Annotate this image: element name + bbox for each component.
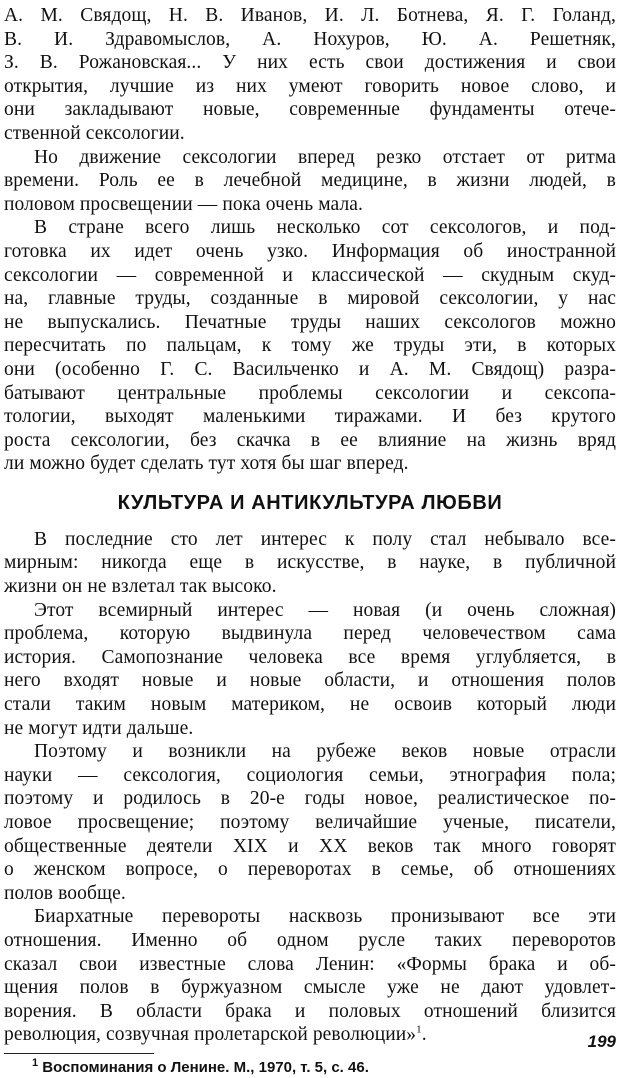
text-line: стали таким новым материком, не освоив который люди	[4, 694, 616, 716]
text-line: Но движение сексологии вперед резко отстает от ритма	[34, 146, 616, 168]
text-line: А. М. Свядощ, Н. В. Иванов, И. Л. Ботнева, Я. Г. Голанд,	[4, 5, 616, 26]
text-line: пересчитать по пальцам, к тому же труды эти, в которых	[4, 335, 616, 357]
text-line: него входят новые и новые области, и отношения полов	[4, 670, 616, 692]
text-line: В стране всего лишь несколько сот сексологов, и под-	[34, 217, 616, 239]
text-line: В последние сто лет интерес к полу стал небывало все-	[34, 528, 616, 550]
text-line: Поэтому и возникли на рубеже веков новые отрасли	[34, 741, 616, 763]
text-line: сказал свои известные слова Ленин: «Формы брака и об-	[4, 953, 616, 975]
page-number: 199	[587, 1032, 616, 1051]
text-line: ловое просвещение; поэтому величайшие ученые, писатели,	[4, 812, 616, 833]
paragraph-revolutions	[4, 905, 616, 1047]
sentence-period: .	[421, 1024, 427, 1046]
text-line: ли можно будет сделать тут хотя бы шаг вперед.	[4, 453, 409, 475]
text-line: науки — сексология, социология семьи, этнография пола;	[4, 764, 616, 786]
text-line: общественные деятели XIX и XX веков так много говорят	[4, 835, 616, 857]
footnote-mark: 1	[32, 1056, 39, 1069]
text-line: ворения. В области брака и половых отношений близится	[4, 1000, 616, 1022]
text-line: З. В. Рожановская... У них есть свои достижения и свои	[4, 52, 616, 74]
text-line: сексологии — современной и классической — скудным скуд-	[4, 264, 616, 286]
section-heading: КУЛЬТУРА И АНТИКУЛЬТУРА ЛЮБВИ	[117, 491, 503, 514]
text-line: полов вообще.	[4, 882, 126, 904]
text-line: щения полов в буржуазном смысле уже не дают удовлет-	[4, 977, 616, 999]
footnote-text: Воспоминания о Ленине. М., 1970, т. 5, с. 46.	[42, 1058, 369, 1076]
text-line: половом просвещении — пока очень мала.	[4, 193, 364, 215]
footnote-divider	[4, 1053, 154, 1054]
text-line: не выпускались. Печатные труды наших сексологов можно	[4, 311, 616, 333]
book-page	[4, 4, 616, 1078]
paragraph-country	[4, 216, 616, 476]
text-line: Этот всемирный интерес — новая (и очень сложная)	[34, 599, 616, 621]
paragraph-therefore	[4, 740, 616, 905]
text-line: поэтому и родилось в 20-е годы новое, реалистическое по-	[4, 788, 616, 810]
text-line: открытия, лучшие из них умеют говорить новое слово, и	[4, 75, 616, 97]
text-line: жизни он не взлетал так высоко.	[4, 576, 277, 598]
text-line: Биархатные перевороты насквозь пронизывают все эти	[34, 906, 616, 928]
text-line-final	[4, 1023, 616, 1047]
text-line: не могут идти дальше.	[4, 717, 194, 739]
text-line: В. И. Здравомыслов, А. Нохуров, Ю. А. Решетняк,	[4, 28, 616, 50]
text-line: мирным: никогда еще в искусстве, в науке, в публичной	[4, 552, 616, 574]
text-fragment: революция, созвучная пролетарской революции»	[4, 1024, 417, 1046]
text-line: проблема, которую выдвинула перед человечеством сама	[4, 623, 616, 645]
paragraph-worldwide	[4, 599, 616, 741]
text-line: готовка их идет очень узко. Информация об иностранной	[4, 240, 616, 262]
text-line: о женском вопросе, о переворотах в семье, об отношениях	[4, 859, 616, 881]
text-line: отношения. Именно об одном русле таких переворотов	[4, 929, 616, 951]
text-line: роста сексологии, без скачка в ее влияние на жизнь вряд	[4, 429, 616, 451]
text-line: они закладывают новые, современные фундаменты отече-	[4, 99, 616, 121]
paragraph-authors	[4, 4, 616, 146]
text-line: ственной сексологии.	[4, 122, 185, 144]
text-line: они (особенно Г. С. Васильченко и А. М. Свядощ) разра-	[4, 358, 616, 380]
footnote-reference: 1	[416, 1023, 422, 1036]
paragraph-interest	[4, 528, 616, 599]
text-line: тологии, выходят маленькими тиражами. И без крутого	[4, 406, 616, 428]
paragraph-movement	[4, 146, 616, 217]
text-line: на, главные труды, созданные в мировой сексологии, у нас	[4, 288, 616, 310]
text-line: времени. Роль ее в лечебной медицине, в жизни людей, в	[4, 170, 616, 192]
text-line: история. Самопознание человека все время углубляется, в	[4, 646, 616, 668]
text-line: батывают центральные проблемы сексологии и сексопа-	[4, 382, 616, 404]
